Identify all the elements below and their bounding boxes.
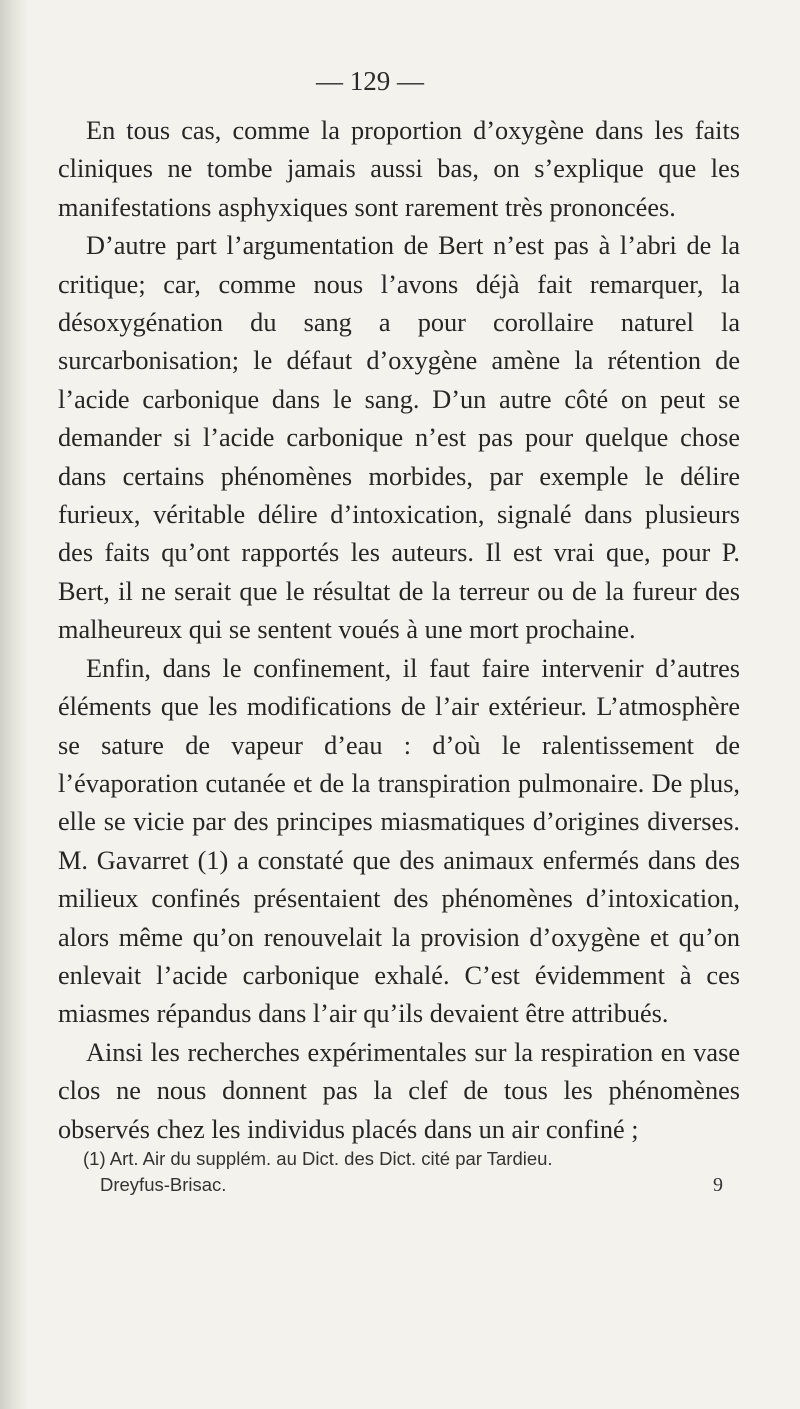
footnote-line-2: Dreyfus-Brisac. bbox=[100, 1174, 227, 1195]
signature-mark: 9 bbox=[713, 1174, 723, 1196]
paragraph-3: Enfin, dans le confinement, il faut faire intervenir d’autres éléments que les modifications de l’air extérieur. L’atmosphère se sature de vapeur d’eau : d’où le ralentissement de l’évaporation cutanée et de la transpiration pulmonaire. De plus, elle se vicie par des principes miasmatiques d’origines diverses. M. Gavarret (1) a constaté que des animaux enfermés dans des milieux confinés présentaient des phénomènes d’intoxication, alors même qu’on renouvelait la provision d’oxygène et qu’on enlevait l’acide carbonique exhalé. C’est évidemment à ces miasmes répandus dans l’air qu’ils devaient être attribués. bbox=[58, 653, 740, 1029]
page-number: — 129 — bbox=[316, 66, 424, 96]
body-text bbox=[58, 112, 740, 1149]
paragraph-4: Ainsi les recherches expérimentales sur la respiration en vase clos ne nous donnent pas la clef de tous les phénomènes observés chez les individus placés dans un air confiné ; bbox=[58, 1037, 740, 1144]
footnote-line-1: (1) Art. Air du supplém. au Dict. des Dict. cité par Tardieu. bbox=[83, 1148, 553, 1169]
paragraph-2: D’autre part l’argumentation de Bert n’est pas à l’abri de la critique; car, comme nous l’avons déjà fait remarquer, la désoxygénation du sang a pour corollaire naturel la surcarbonisation; le défaut d’oxygène amène la rétention de l’acide carbonique dans le sang. D’un autre côté on peut se demander si l’acide carbonique n’est pas pour quelque chose dans certains phénomènes morbides, par exemple le délire furieux, véritable délire d’intoxication, signalé dans plusieurs des faits qu’ont rapportés les auteurs. Il est vrai que, pour P. Bert, il ne serait que le résultat de la terreur ou de la fureur des malheureux qui se sentent voués à une mort prochaine. bbox=[58, 231, 740, 645]
binding-shadow bbox=[0, 0, 28, 1409]
footnote-line-2-row bbox=[83, 1172, 723, 1198]
paragraph-1: En tous cas, comme la proportion d’oxygène dans les faits cliniques ne tombe jamais aussi bas, on s’explique que les manifestations asphyxiques sont rarement très prononcées. bbox=[58, 116, 740, 222]
footnote bbox=[83, 1146, 723, 1198]
